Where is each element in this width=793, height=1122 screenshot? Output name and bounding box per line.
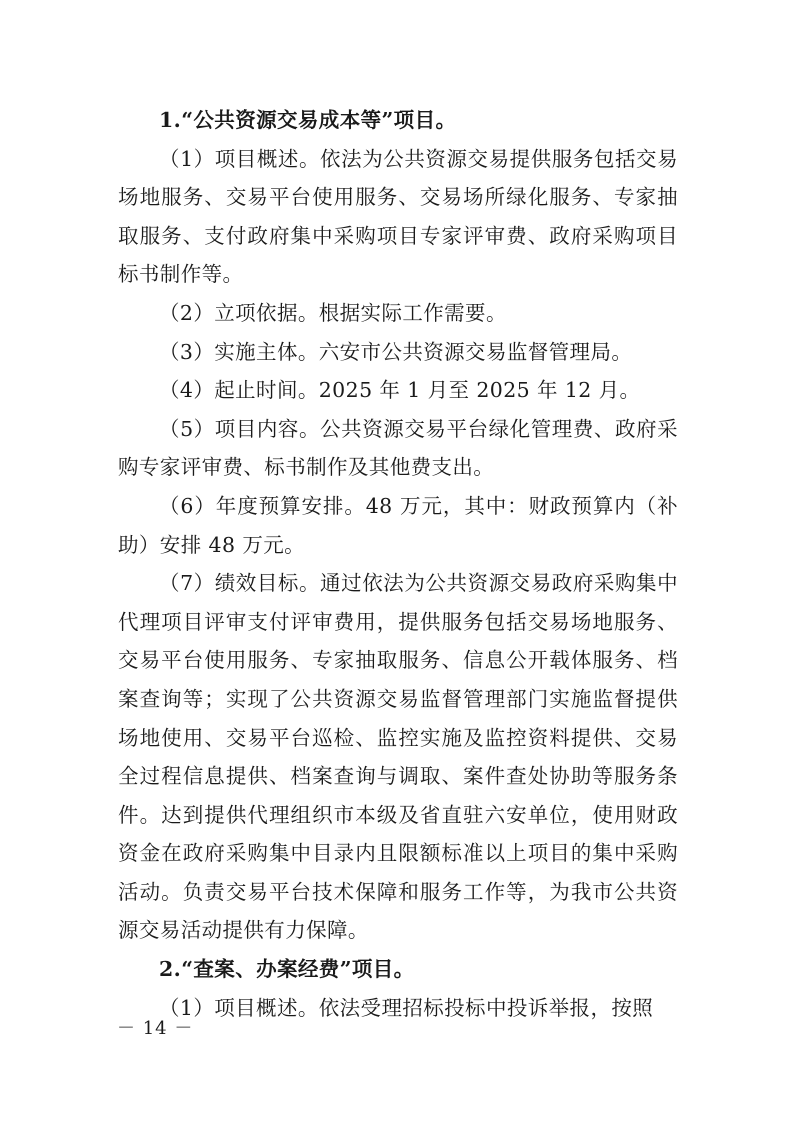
page-number: － 14 － xyxy=(117,1018,194,1039)
document-body xyxy=(118,101,678,1027)
paragraph-implementer: （3）实施主体。六安市公共资源交易监督管理局。 xyxy=(159,339,633,364)
section-heading-1: 1.“公共资源交易成本等”项目。 xyxy=(159,108,457,132)
paragraph-budget: （6）年度预算安排。48 万元，其中：财政预算内（补助）安排 48 万元。 xyxy=(118,493,678,557)
paragraph-overview-2: （1）项目概述。依法受理招标投标中投诉举报，按照 xyxy=(159,995,654,1020)
paragraph-performance-goal: （7）绩效目标。通过依法为公共资源交易政府采购集中代理项目评审支付评审费用，提供服务包括交易场地服务、交易平台使用服务、专家抽取服务、信息公开载体服务、档案查询等；实现了公共资源交易监督管理部门实施监督提供场地使用、交易平台巡检、监控实施及监控资料提供、交易全过程信息提供、档案查询与调取、案件查处协助等服务条件。达到提供代理组织市本级及省直驻六安单位，使用财政资金在政府采购集中目录内且限额标准以上项目的集中采购活动。负责交易平台技术保障和服务工作等，为我市公共资源交易活动提供有力保障。 xyxy=(118,571,678,943)
paragraph-timeframe: （4）起止时间。2025 年 1 月至 2025 年 12 月。 xyxy=(159,378,641,403)
paragraph-overview-1: （1）项目概述。依法为公共资源交易提供服务包括交易场地服务、交易平台使用服务、交易场所绿化服务、专家抽取服务、支付政府集中采购项目专家评审费、政府采购项目标书制作等。 xyxy=(118,146,678,287)
section-heading-2: 2.“查案、办案经费”项目。 xyxy=(159,957,415,982)
paragraph-content: （5）项目内容。公共资源交易平台绿化管理费、政府采购专家评审费、标书制作及其他费支出。 xyxy=(118,416,678,480)
paragraph-basis: （2）立项依据。根据实际工作需要。 xyxy=(159,300,507,325)
